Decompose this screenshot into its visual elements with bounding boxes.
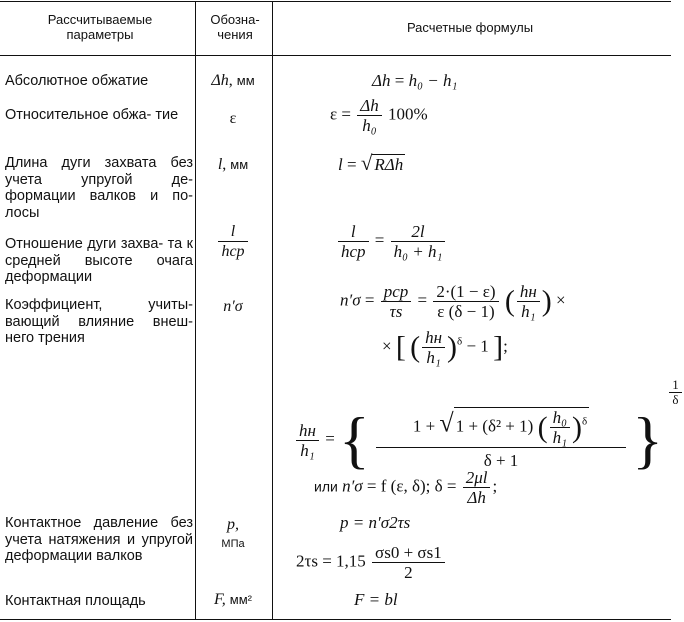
symbol-relative-reduction: ε [229, 110, 237, 127]
symbol-arc-length: l, мм [217, 156, 249, 173]
formula-arc-height-ratio: $\frac{l}{\text{hср}}$ = $\frac{2l}{\text{h₀ + h₁}}$ [336, 222, 447, 261]
symbol-contact-pressure: p, МПа [221, 516, 245, 550]
table-bottom-rule [0, 619, 671, 620]
formula-relative-reduction: ε = $\frac{\Delta h}{\text{h₀}}$ 100% [330, 96, 428, 135]
header-formulas: Расчетные формулы [406, 20, 534, 35]
formula-friction-line2: × [ ( $\frac{hн}{\text{h₁}}$ )$^\delta$ − 1 ]; [382, 328, 508, 367]
symbol-contact-area: F, мм² [214, 591, 252, 608]
param-contact-area: Контактная площадь [5, 593, 146, 609]
formula-friction-alternative: или n′σ = f (ε, δ); δ = $\frac{2\mu l}{\Delta h}$ ; [314, 468, 498, 507]
column-divider-2 [272, 2, 273, 619]
param-relative-reduction: Относительное обжа- тие [5, 107, 179, 123]
header-parameters: Рассчитываемые параметры [47, 12, 153, 42]
symbol-friction-coefficient: n′σ [223, 298, 243, 315]
symbol-absolute-reduction: Δh, мм [211, 72, 255, 89]
table-top-rule [0, 1, 671, 2]
formula-contact-area: F = bl [354, 590, 398, 609]
param-arc-length: Длина дуги захвата без учета упругой де- формации валков и по- лосы [5, 155, 193, 221]
symbol-arc-height-ratio: $\frac{l}{\text{hср}}$ [196, 222, 270, 261]
formula-height-ratio: $\frac{hн}{\text{h₁}}$ = { 1 + √ 1 + (δ² + 1) ( $\frac{\text{h₀}}{\text{h₁}}$ )$^\delta$ δ + 1 } $\frac{1}{\delta}$ [294, 378, 684, 477]
formula-friction-line1: n′σ = $\frac{\text{pср}}{\tau s}$ = $\frac{2\cdot(1 - \varepsilon)}{\varepsilon (\delta - 1)}$ ( $\frac{hн}{\text{h₁}}$ ) × [340, 282, 566, 321]
param-friction-coefficient: Коэффициент, учиты- вающий влияние внеш- него трения [5, 297, 193, 346]
formula-absolute-reduction: Δh = h₀ − h₁ [372, 71, 458, 90]
formula-arc-length: l = √ RΔh [338, 151, 404, 175]
header-bottom-rule [0, 55, 671, 56]
formula-contact-pressure: p = n′σ2τs [340, 513, 411, 532]
formula-shear-stress: 2τs = 1,15 $\frac{\sigma s0 + \sigma s1}{2}$ [296, 543, 447, 582]
param-absolute-reduction: Абсолютное обжатие [5, 73, 149, 89]
header-designations: Обозна- чения [210, 12, 260, 42]
param-contact-pressure: Контактное давление без учета натяжения и упругой деформации валков [5, 515, 193, 564]
param-arc-height-ratio: Отношение дуги захва- та к средней высоте очага деформации [5, 236, 193, 285]
